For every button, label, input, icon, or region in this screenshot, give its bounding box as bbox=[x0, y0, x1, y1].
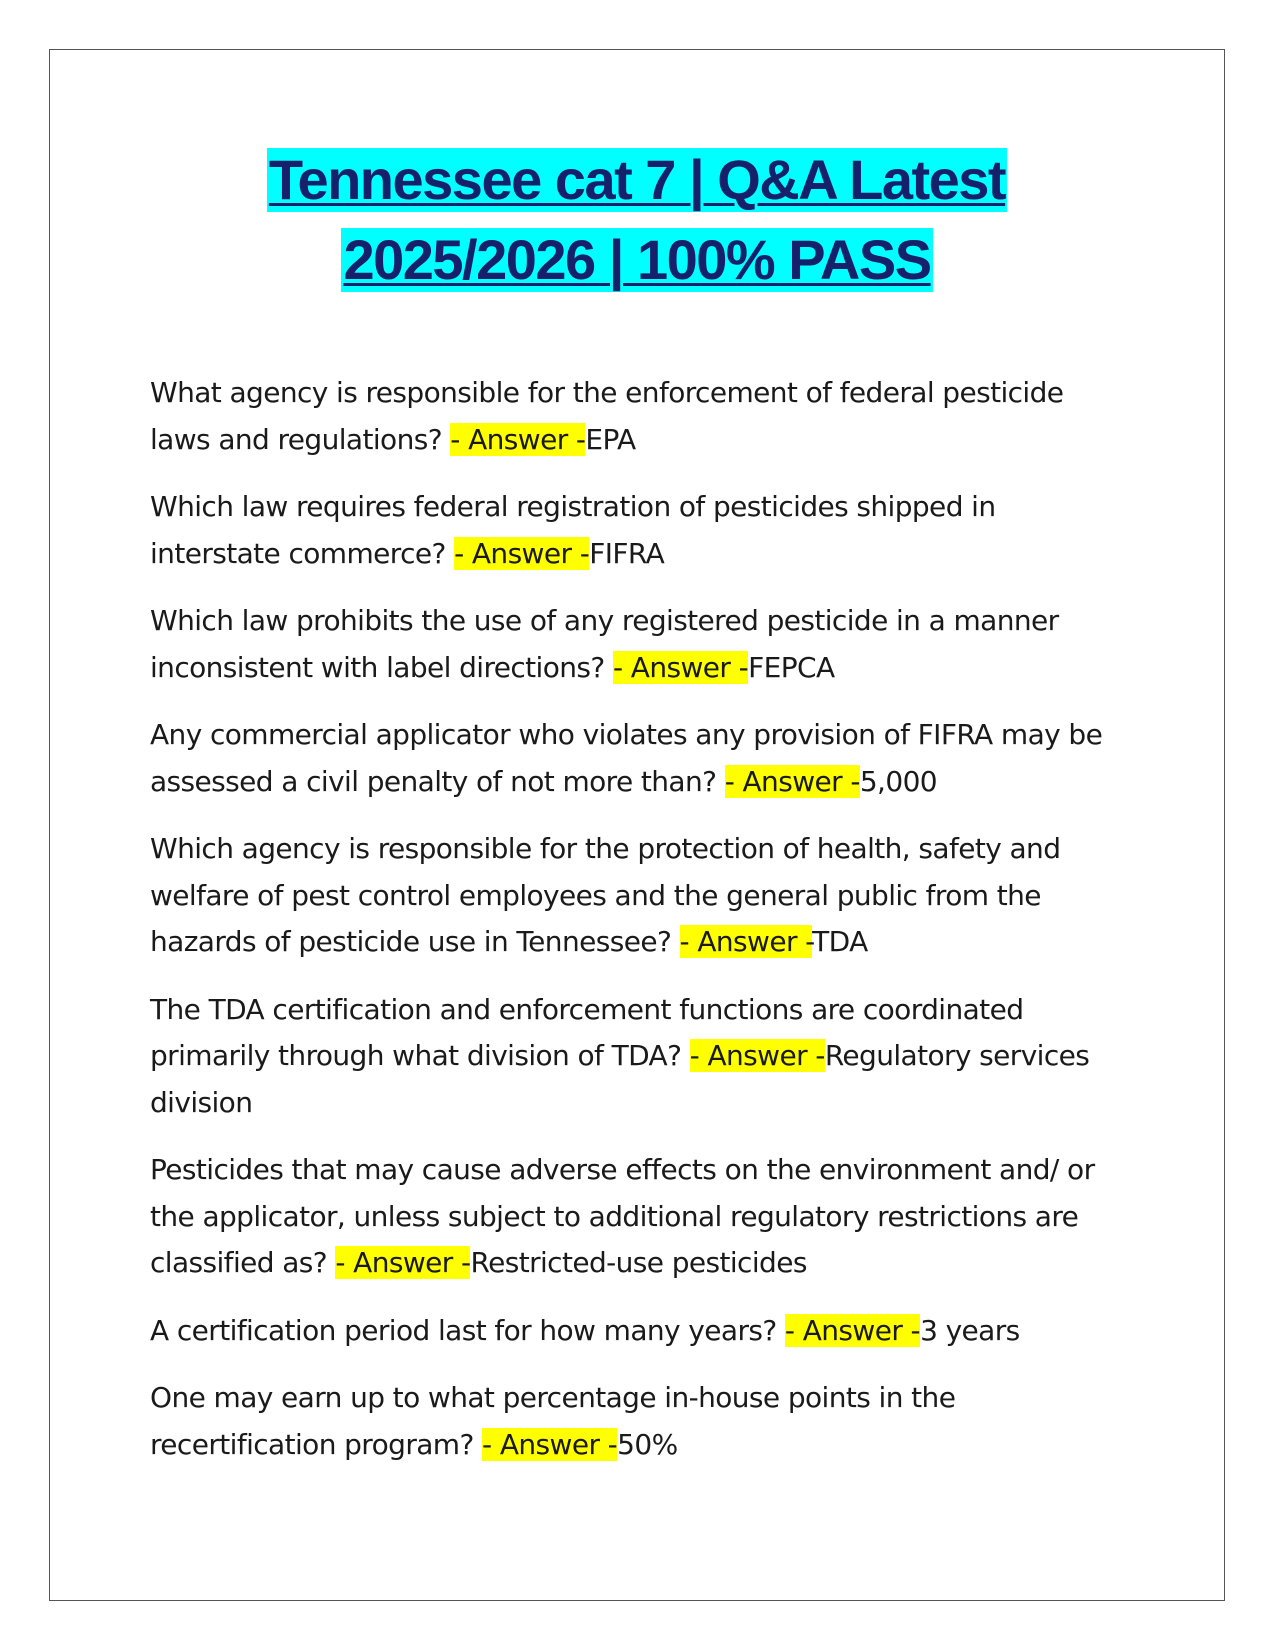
question-text: What agency is responsible for the enforcement of federal pesticide laws and regulations? bbox=[150, 376, 1064, 456]
question-text: Any commercial applicator who violates any provision of FIFRA may be assessed a civil penalty of not more than? bbox=[150, 718, 1103, 798]
qa-item bbox=[150, 370, 1110, 463]
qa-item bbox=[150, 598, 1110, 691]
qa-item bbox=[150, 826, 1110, 966]
question-text: Pesticides that may cause adverse effects on the environment and/ or the applicator, unless subject to additional regulatory restrictions are classified as? bbox=[150, 1153, 1095, 1279]
answer-text: FIFRA bbox=[589, 536, 665, 570]
qa-item bbox=[150, 484, 1110, 577]
answer-text: 3 years bbox=[920, 1313, 1020, 1347]
answer-text: EPA bbox=[585, 422, 636, 456]
qa-item bbox=[150, 712, 1110, 805]
answer-marker: - Answer - bbox=[689, 1039, 825, 1072]
answer-text: Restricted-use pesticides bbox=[470, 1246, 807, 1279]
question-text: The TDA certification and enforcement functions are coordinated primarily through what division of TDA? bbox=[150, 992, 1024, 1072]
question-text: One may earn up to what percentage in-house points in the recertification program? bbox=[150, 1381, 956, 1461]
answer-text: 50% bbox=[617, 1427, 678, 1461]
answer-text: Regulatory services division bbox=[150, 1039, 1090, 1119]
answer-text: TDA bbox=[812, 925, 868, 958]
qa-item bbox=[150, 1375, 1110, 1468]
question-text: Which law prohibits the use of any registered pesticide in a manner inconsistent with label directions? bbox=[150, 604, 1059, 684]
qa-item bbox=[150, 987, 1110, 1127]
answer-marker: - Answer - bbox=[784, 1313, 921, 1347]
question-text: Which agency is responsible for the protection of health, safety and welfare of pest control employees and the general public from the hazards of pesticide use in Tennessee? bbox=[150, 832, 1061, 958]
question-text: Which law requires federal registration of pesticides shipped in interstate commerce? bbox=[150, 490, 996, 570]
title-line-2: 2025/2026 | 100% PASS bbox=[343, 228, 931, 291]
qa-item bbox=[150, 1147, 1110, 1287]
answer-marker: - Answer - bbox=[450, 422, 586, 456]
answer-marker: - Answer - bbox=[335, 1246, 471, 1279]
answer-marker: - Answer - bbox=[482, 1427, 618, 1461]
answer-marker: - Answer - bbox=[454, 536, 590, 570]
qa-list bbox=[150, 370, 1110, 1489]
answer-marker: - Answer - bbox=[679, 925, 813, 958]
question-text: A certification period last for how many years? bbox=[150, 1313, 785, 1347]
answer-text: FEPCA bbox=[748, 650, 835, 684]
qa-item bbox=[150, 1308, 1110, 1355]
title-line-1: Tennessee cat 7 | Q&A Latest bbox=[268, 148, 1006, 211]
document-title bbox=[49, 148, 1225, 308]
answer-marker: - Answer - bbox=[612, 650, 749, 684]
answer-text: 5,000 bbox=[859, 764, 938, 798]
answer-marker: - Answer - bbox=[724, 764, 860, 798]
